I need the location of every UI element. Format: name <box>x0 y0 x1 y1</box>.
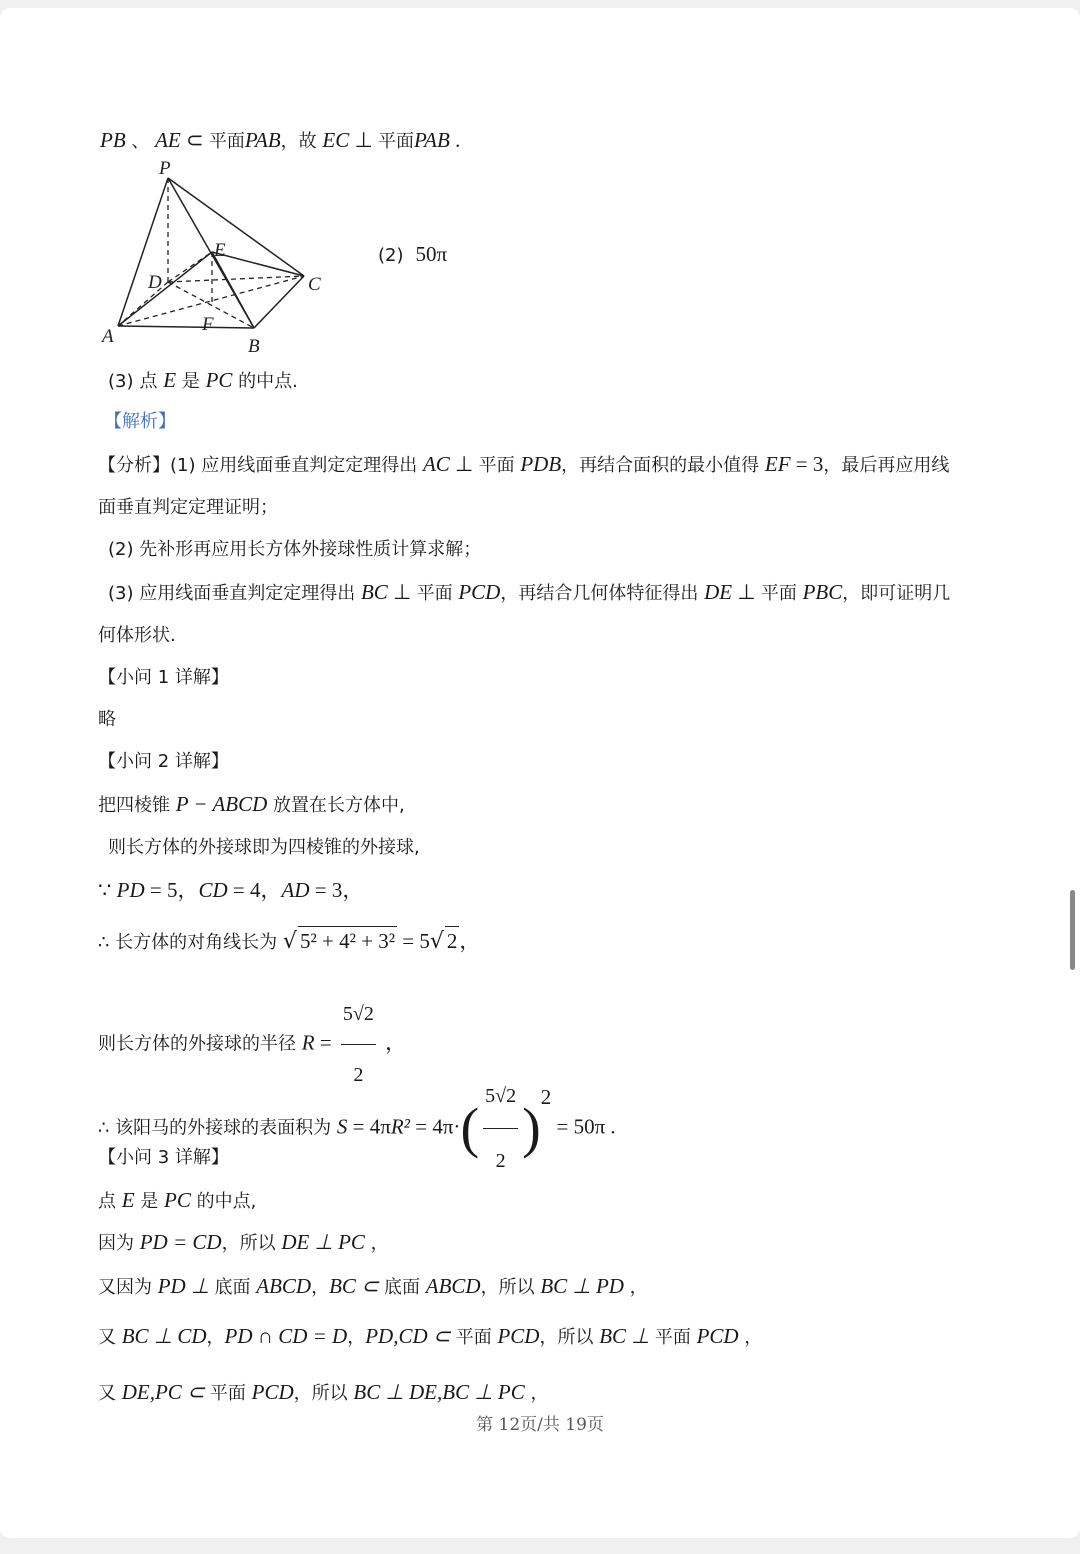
q3-line-5 <box>98 1378 548 1408</box>
math: 50π <box>415 242 448 266</box>
math: 2 <box>445 926 460 955</box>
math: = 5， <box>144 878 199 902</box>
text: ，所以 <box>221 1233 282 1254</box>
text: 的中点, <box>190 1191 257 1212</box>
math: = 4π· <box>409 1114 461 1139</box>
document-page <box>0 8 1080 1538</box>
label-A: A <box>102 326 114 347</box>
math: PD ⊥ <box>157 1274 215 1298</box>
math: DE ⊥ PC <box>281 1230 365 1254</box>
math: BC ⊥ CD <box>121 1324 207 1348</box>
math: = 3 <box>790 452 824 476</box>
text: ，故 <box>280 131 323 152</box>
text: ， <box>206 1327 225 1348</box>
text: 平面 <box>654 1327 697 1348</box>
right-paren: ) <box>522 1097 541 1160</box>
text: 又 <box>98 1327 122 1348</box>
numerator: 5√2 <box>483 1064 518 1129</box>
math: ⊥ <box>387 580 417 604</box>
text: (3) <box>108 371 134 392</box>
math: E <box>163 368 177 392</box>
math: PAB <box>244 128 281 152</box>
q3-line-4 <box>98 1322 762 1352</box>
analysis-line-1 <box>98 450 949 480</box>
math: PC <box>205 368 233 392</box>
math: PCD <box>251 1380 294 1404</box>
math: = 4π <box>347 1114 391 1139</box>
math: ， <box>459 929 481 953</box>
sqrt-icon: √ <box>429 929 444 954</box>
text: (3) 应用线面垂直判定定理得出 <box>108 583 361 604</box>
math: = 50π . <box>551 1114 616 1139</box>
sqrt-icon: √ <box>282 929 297 954</box>
text: 平面 <box>455 1327 498 1348</box>
math: PCD <box>497 1324 540 1348</box>
text: ，最后再应用线 <box>823 455 950 476</box>
edge-AE <box>118 252 212 326</box>
exponent: 2 <box>540 1085 552 1110</box>
math: BC ⊥ DE,BC ⊥ PC <box>353 1380 525 1404</box>
math: R² <box>390 1114 410 1139</box>
edge-AB <box>118 326 254 328</box>
numerator: 5√2 <box>341 984 376 1045</box>
edge-PA <box>118 178 168 326</box>
text: ， <box>738 1327 763 1348</box>
text: 底面 <box>214 1277 257 1298</box>
text: 底面 <box>384 1277 426 1298</box>
q2-line-3 <box>98 876 363 905</box>
math: PCD <box>458 580 501 604</box>
text: ，所以 <box>480 1277 541 1298</box>
math: ⊥ <box>449 452 479 476</box>
text: 放置在长方体中, <box>267 795 405 816</box>
math: ABCD <box>256 1274 312 1298</box>
text: ，再结合面积的最小值得 <box>561 455 765 476</box>
math: R <box>301 1030 315 1055</box>
math: ABCD <box>425 1274 481 1298</box>
math: PD ∩ CD = D <box>224 1324 348 1348</box>
q2-line-1 <box>98 790 405 820</box>
text: ， <box>524 1383 549 1404</box>
q3-title: 【小问 3 详解】 <box>98 1147 229 1168</box>
text: 又因为 <box>98 1277 158 1298</box>
label-B: B <box>248 336 260 356</box>
math: E <box>121 1188 135 1212</box>
text: ， <box>347 1327 366 1348</box>
text: ，所以 <box>539 1327 600 1348</box>
math: PB <box>100 128 126 152</box>
text: 、 <box>125 131 156 152</box>
math: EC <box>322 128 350 152</box>
text: 是 <box>134 1191 165 1212</box>
edge-PC <box>168 178 304 276</box>
math: 5² + 4² + 3² <box>298 926 397 955</box>
math: DE <box>704 580 733 604</box>
math: = <box>314 1030 337 1055</box>
q3-line-2 <box>98 1228 389 1258</box>
math: ⊥ <box>732 580 761 604</box>
math: . <box>449 128 461 152</box>
answer-3 <box>108 366 298 396</box>
text: ，再结合几何体特征得出 <box>500 583 705 604</box>
text: (2) <box>378 245 404 266</box>
analysis-line-4 <box>108 578 950 608</box>
fraction <box>483 1064 518 1193</box>
math: = 5 <box>397 929 430 953</box>
left-paren: ( <box>460 1097 480 1160</box>
text: ，即可证明几 <box>842 583 951 604</box>
text: 平面 <box>416 583 459 604</box>
text: 把四棱锥 <box>98 795 176 816</box>
text: ，所以 <box>293 1383 354 1404</box>
math: PCD <box>696 1324 739 1348</box>
text-line <box>100 126 460 156</box>
math: = 4， <box>227 878 282 902</box>
math: BC ⊥ <box>599 1324 655 1348</box>
q2-line-6 <box>98 1064 616 1193</box>
math: ， <box>379 1030 407 1055</box>
q2-line-4 <box>98 926 480 957</box>
text: 平面 <box>378 131 415 152</box>
text: 因为 <box>98 1233 140 1254</box>
label-P: P <box>159 158 171 179</box>
label-F: F <box>202 314 214 335</box>
pyramid-figure <box>96 156 346 356</box>
answer-2 <box>378 240 447 270</box>
math: BC <box>360 580 388 604</box>
q1-body: 略 <box>98 709 116 730</box>
math: AD <box>281 878 310 902</box>
label-C: C <box>308 274 321 295</box>
math: S <box>336 1114 348 1139</box>
math: ∵ <box>98 878 117 902</box>
math: PD,CD ⊂ <box>365 1324 456 1348</box>
math: PDB <box>520 452 562 476</box>
analysis-tag: 【解析】 <box>104 411 176 432</box>
q2-title: 【小问 2 详解】 <box>98 751 229 772</box>
math: ⊥ <box>349 128 379 152</box>
text: 平面 <box>208 131 245 152</box>
math: PD <box>116 878 145 902</box>
denominator: 2 <box>353 1064 364 1086</box>
label-E: E <box>214 240 226 261</box>
math: PBC <box>802 580 843 604</box>
q3-line-3 <box>98 1272 648 1302</box>
math: EF <box>764 452 791 476</box>
page-footer: 第 12页/共 19页 <box>476 1415 604 1435</box>
math: PC <box>164 1188 191 1212</box>
math: CD <box>198 878 228 902</box>
text: ∴ 该阳马的外接球的表面积为 <box>98 1117 337 1139</box>
analysis-line-2: 面垂直判定定理证明； <box>98 497 278 518</box>
q3-line-1 <box>98 1186 256 1216</box>
math: BC ⊥ PD <box>540 1274 624 1298</box>
text: ， <box>311 1277 330 1298</box>
q1-title: 【小问 1 详解】 <box>98 667 229 688</box>
text: 则长方体的外接球的半径 <box>98 1033 302 1055</box>
math: AC <box>422 452 450 476</box>
math: DE,PC ⊂ <box>121 1380 210 1404</box>
text: ∴ 长方体的对角线长为 <box>98 932 283 953</box>
scrollbar-thumb[interactable] <box>1070 890 1075 970</box>
text: 点 <box>98 1191 122 1212</box>
math: BC ⊂ <box>329 1274 385 1298</box>
text: 又 <box>98 1383 122 1404</box>
text: 平面 <box>760 583 803 604</box>
text: 平面 <box>478 455 521 476</box>
math: = 3， <box>309 878 364 902</box>
math: ⊂ <box>180 128 209 152</box>
text: 平面 <box>209 1383 252 1404</box>
math: P − ABCD <box>175 792 268 816</box>
text: ， <box>364 1233 389 1254</box>
analysis-line-5: 何体形状. <box>98 625 176 646</box>
text: 点 <box>139 371 164 392</box>
math: PAB <box>414 128 450 152</box>
edge-BC <box>254 276 304 328</box>
label-D: D <box>148 272 162 293</box>
q2-line-2: 则长方体的外接球即为四棱锥的外接球, <box>108 837 420 858</box>
edge-EC <box>212 252 304 276</box>
text: 【分析】(1) 应用线面垂直判定定理得出 <box>98 455 423 476</box>
math: AE <box>155 128 181 152</box>
text: ， <box>623 1277 648 1298</box>
edge-DE <box>168 252 212 282</box>
text: 是 <box>176 371 206 392</box>
math: PD = CD <box>139 1230 222 1254</box>
text: 的中点. <box>232 371 298 392</box>
denominator: 2 <box>495 1150 506 1172</box>
analysis-line-3: (2) 先补形再应用长方体外接球性质计算求解； <box>108 539 482 560</box>
